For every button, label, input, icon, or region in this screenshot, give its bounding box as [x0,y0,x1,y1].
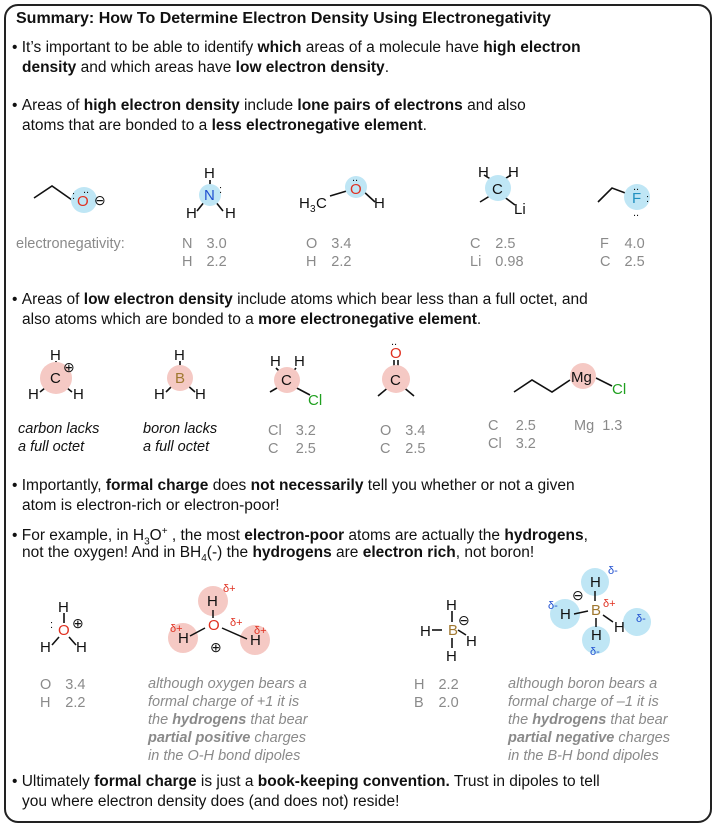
charge-minus: ⊖ [94,192,106,208]
delta-plus: δ+ [223,583,236,595]
bullet-4-line-1: • Importantly, formal charge does not necessarily tell you whether or not a given [12,477,575,494]
electronegativity-label: electronegativity: [16,236,125,252]
atom-o: O [350,181,362,198]
atom-n: N [204,187,215,204]
atom-h: H [614,619,625,636]
bullet-1-line-1: • It’s important to be able to identify which areas of a molecule have high electron [12,39,581,56]
svg-text::: : [646,193,650,205]
subscript-3: 3 [310,204,316,215]
atom-h: H [178,630,189,647]
atom-mg: Mg [571,369,592,386]
svg-text:..: .. [633,207,640,219]
atom-h: H [270,353,281,370]
atom-o: O [390,345,402,362]
atom-h: H [591,627,602,644]
atom-h: H [73,386,84,403]
atom-h: H [186,205,197,222]
en-table-methanol: O 3.4 H 2.2 [306,236,352,270]
delta-plus: δ+ [254,625,267,637]
atom-li: Li [514,201,526,218]
delta-plus: δ+ [170,623,183,635]
atom-c: C [492,181,503,198]
svg-text:..: .. [391,336,398,348]
en-table-nh3: N 3.0 H 2.2 [182,236,227,270]
atom-h: H [76,639,87,656]
atom-h: H [154,386,165,403]
charge-minus: ⊖ [572,587,584,603]
en-table-chloroethane: Cl 3.2 C 2.5 [268,423,316,457]
svg-text:..: .. [83,184,90,196]
atom-cl: Cl [612,381,627,398]
atom-c: C [281,372,292,389]
bullet-6-line-1: • Ultimately formal charge is just a book-keeping convention. Trust in dipoles to tell [12,773,600,790]
caption-carbon-octet: carbon lacks a full octet [18,421,100,455]
bullet-3-line-2: also atoms which are bonded to a more electronegative element. [22,311,482,328]
svg-text::: : [219,184,223,196]
delta-plus: δ+ [230,617,243,629]
bullet-1-line-2: density and which areas have low electron density. [22,59,389,76]
svg-text::: : [50,619,54,631]
atom-h: H [207,593,218,610]
atom-f: F [632,190,642,207]
en-table-organolithium: C 2.5 Li 0.98 [470,236,524,270]
atom-b: B [591,602,602,619]
atom-h: H [50,347,61,364]
page-title: Summary: How To Determine Electron Density Using Electronegativity [16,10,551,27]
en-table-borohydride: H 2.2 B 2.0 [414,677,459,711]
en-table-acetone: O 3.4 C 2.5 [380,423,426,457]
atom-h: H [508,164,519,181]
atom-h: H [58,599,69,616]
en-table-fluoroethane: F 4.0 C 2.5 [600,236,645,270]
delta-minus: δ- [608,565,618,577]
atom-h: H [374,195,385,212]
ethoxide-skeleton [34,186,72,200]
en-magnesium: Mg 1.3 [574,418,623,434]
atom-b: B [448,622,459,639]
bullet-5-line-1: • For example, in $H_3O^+$ , the most electron-poor atoms are actually the hydrogens, [12,526,588,548]
atom-h: H [590,574,601,591]
bullet-4-line-2: atom is electron-rich or electron-poor! [22,497,280,514]
atom-h: H [195,386,206,403]
charge-minus: ⊖ [458,612,470,628]
atom-c: C [390,372,401,389]
charge-plus: ⊕ [63,359,75,375]
atom-b: B [175,370,186,387]
caption-boron-formal-charge: although boron bears a formal charge of –1 it is the hydrogens that bear partial negative charges in the B-H bond dipoles [508,676,670,764]
atom-h: H [28,386,39,403]
atom-o: O [58,622,70,639]
atom-h: H [40,639,51,656]
bullet-2-line-1: • Areas of high electron density include lone pairs of electrons and also [12,97,526,114]
delta-minus: δ- [636,613,646,625]
atom-h: H [446,648,457,665]
atom-cl: Cl [308,392,323,409]
atom-h: H [250,632,261,649]
caption-oxygen-formal-charge: although oxygen bears a formal charge of +1 it is the hydrogens that bear partial positive charges in the O-H bond dipoles [148,676,308,764]
delta-minus: δ- [548,600,558,612]
atom-h: H [446,597,457,614]
bullet-2-line-2: atoms that are bonded to a less electronegative element. [22,117,427,134]
atom-h: H [420,623,431,640]
svg-text:..: .. [633,181,640,193]
atom-o: O [208,617,220,634]
charge-plus: ⊕ [72,615,84,631]
delta-plus: δ+ [603,598,616,610]
atom-h: H [294,353,305,370]
bullet-6-line-2: you where electron density does (and does not) reside! [22,793,400,810]
charge-plus: ⊕ [210,639,222,655]
atom-o: O [77,193,89,210]
atom-h: H [560,606,571,623]
svg-text::: : [72,190,76,202]
bullet-3-line-1: • Areas of low electron density include atoms which bear less than a full octet, and [12,291,588,308]
atom-h: H [174,347,185,364]
en-table-grignard: C 2.5 Cl 3.2 [488,418,536,452]
atom-h: H [466,633,477,650]
atom-h: H [204,165,215,182]
bullet-5-line-2: not the oxygen! And in $BH_4(-)$ the hydrogens are electron rich, not boron! [22,544,535,565]
atom-h: H [225,205,236,222]
en-table-hydronium: O 3.4 H 2.2 [40,677,86,711]
atom-c: C [50,370,61,387]
delta-minus: δ- [590,646,600,658]
svg-text:..: .. [352,172,359,184]
caption-boron-octet: boron lacks a full octet [143,421,218,455]
atom-c: C [316,195,327,212]
atom-h: H [299,195,310,212]
atom-h: H [478,164,489,181]
